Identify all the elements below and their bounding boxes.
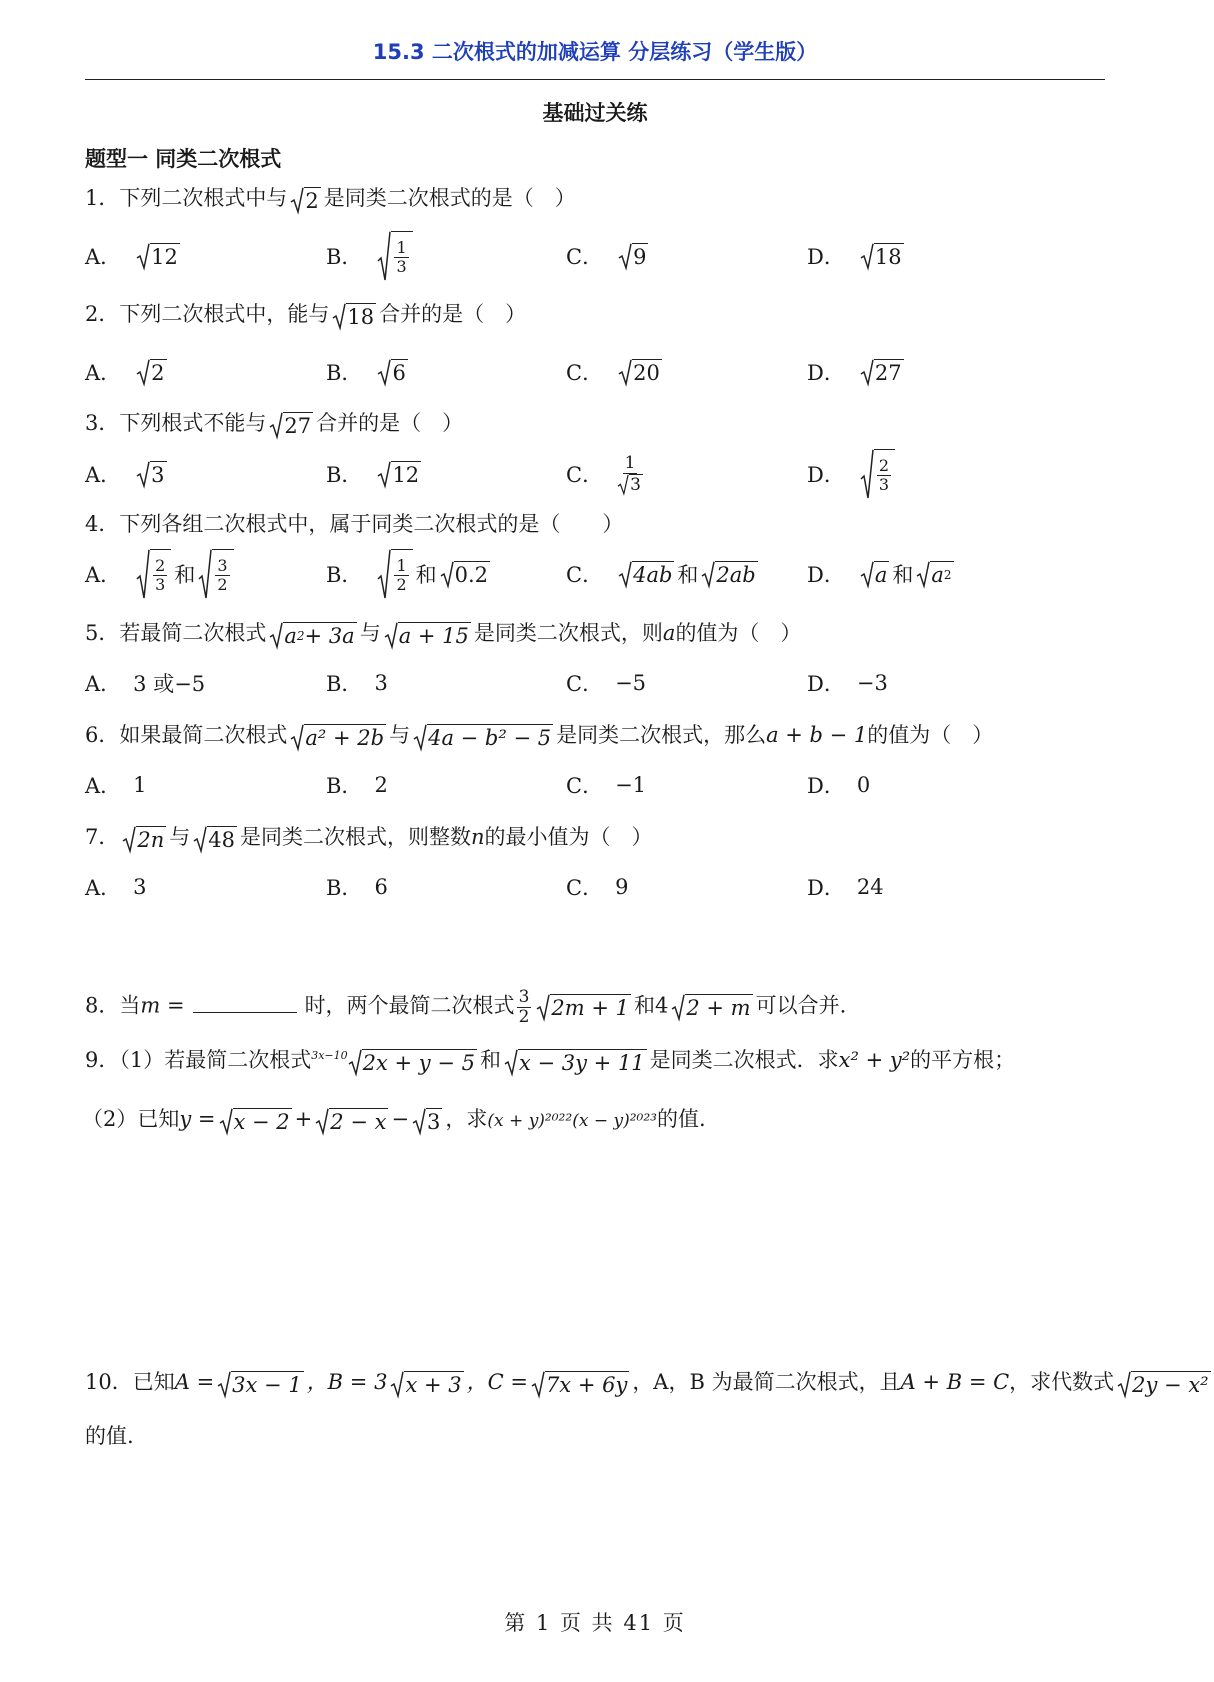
header-divider <box>85 79 1105 80</box>
option-a[interactable]: A． $\frac{2}{3}$ 和 $\frac{3}{2}$ <box>85 548 237 600</box>
option-b[interactable]: B． 6 <box>326 875 388 900</box>
option-c[interactable]: C． 9 <box>566 875 629 900</box>
section-title: 基础过关练 <box>542 101 648 125</box>
question-3: 3．下列根式不能与 27 合并的是（ ） <box>85 411 464 438</box>
option-d[interactable]: D． a 和 a 2 <box>807 563 952 587</box>
question-8: 8．当m = 时，两个最简二次根式 $\frac{3}{2}$ 2m + 1 和4 2 + m 可以合并. <box>85 987 847 1027</box>
option-c[interactable]: C． 4ab 和 2ab <box>566 563 756 587</box>
option-d[interactable]: D． −3 <box>807 671 888 696</box>
question-1: 1．下列二次根式中与 2 是同类二次根式的是（ ） <box>85 186 576 213</box>
question-1-options <box>85 230 1045 282</box>
option-d[interactable]: D． 27 <box>807 361 902 385</box>
question-1-text: 1．下列二次根式中与 <box>85 186 288 210</box>
question-5-options <box>85 657 1045 709</box>
option-a[interactable]: A． 3 或−5 <box>85 672 206 696</box>
question-9-part-1: 9．（1）若最简二次根式$^{3x-10}$ 2x + y − 5 和 x − 3y + 11 是同类二次根式．求x² + y²的平方根； <box>85 1048 1016 1075</box>
question-4-options <box>85 548 1045 600</box>
question-6-options <box>85 759 1045 811</box>
question-6: 6．如果最简二次根式 a² + 2b 与 4a − b² − 5 是同类二次根式，那么a + b − 1的值为（ ） <box>85 723 994 750</box>
option-c[interactable]: C． 9 <box>566 245 647 269</box>
option-b[interactable]: B． 2 <box>326 773 388 798</box>
option-a[interactable]: A． 1 <box>85 773 147 798</box>
option-d[interactable]: D． 24 <box>807 875 884 900</box>
question-2: 2．下列二次根式中，能与 18 合并的是（ ） <box>85 302 527 329</box>
question-2-options <box>85 346 1045 398</box>
option-a[interactable]: A． 12 <box>85 245 178 269</box>
option-c[interactable]: C． −1 <box>566 773 647 798</box>
question-5: 5．若最简二次根式 a 2 + 3a 与 a + 15 是同类二次根式，则a的值为（ ） <box>85 621 802 648</box>
question-7-options <box>85 861 1045 913</box>
question-7: 7． 2n 与 48 是同类二次根式，则整数n的最小值为（ ） <box>85 825 653 852</box>
option-c[interactable]: C． 20 <box>566 361 660 385</box>
radical: 2 <box>290 187 320 213</box>
question-3-options <box>85 448 1045 500</box>
question-type-title: 题型一 同类二次根式 <box>85 147 282 171</box>
option-d[interactable]: D． 0 <box>807 773 871 798</box>
question-9-part-2: （2）已知y = x − 2 + 2 − x − 3 ，求(x + y)²⁰²²(x − y)²⁰²³的值. <box>82 1107 706 1134</box>
option-b[interactable]: B． $\frac{1}{3}$ <box>326 230 416 282</box>
question-10-line-2: 的值. <box>85 1424 134 1448</box>
option-b[interactable]: B． 6 <box>326 361 406 385</box>
question-4: 4．下列各组二次根式中，属于同类二次根式的是（ ） <box>85 512 624 536</box>
page-footer: 第 1 页 共 41 页 <box>504 1611 686 1635</box>
page-title: 15.3 二次根式的加减运算 分层练习（学生版） <box>372 40 818 64</box>
option-d[interactable]: D． $\frac{2}{3}$ <box>807 448 898 500</box>
option-c[interactable]: C． $\frac{1}{3}$ <box>566 452 641 495</box>
option-d[interactable]: D． 18 <box>807 245 902 269</box>
option-a[interactable]: A． 2 <box>85 361 165 385</box>
answer-blank[interactable] <box>193 992 297 1013</box>
option-b[interactable]: B． 3 <box>326 671 388 696</box>
option-a[interactable]: A． 3 <box>85 463 165 487</box>
question-10: 10．已知A = 3x − 1 ，B = 3 x + 3 ，C = 7x + 6y ，A，B 为最简二次根式，且A + B = C，求代数式 2y − x² <box>85 1370 1209 1397</box>
option-a[interactable]: A． 3 <box>85 875 147 900</box>
option-b[interactable]: B． $\frac{1}{2}$ 和 0.2 <box>326 548 493 600</box>
option-b[interactable]: B． 12 <box>326 463 420 487</box>
option-c[interactable]: C． −5 <box>566 671 647 696</box>
